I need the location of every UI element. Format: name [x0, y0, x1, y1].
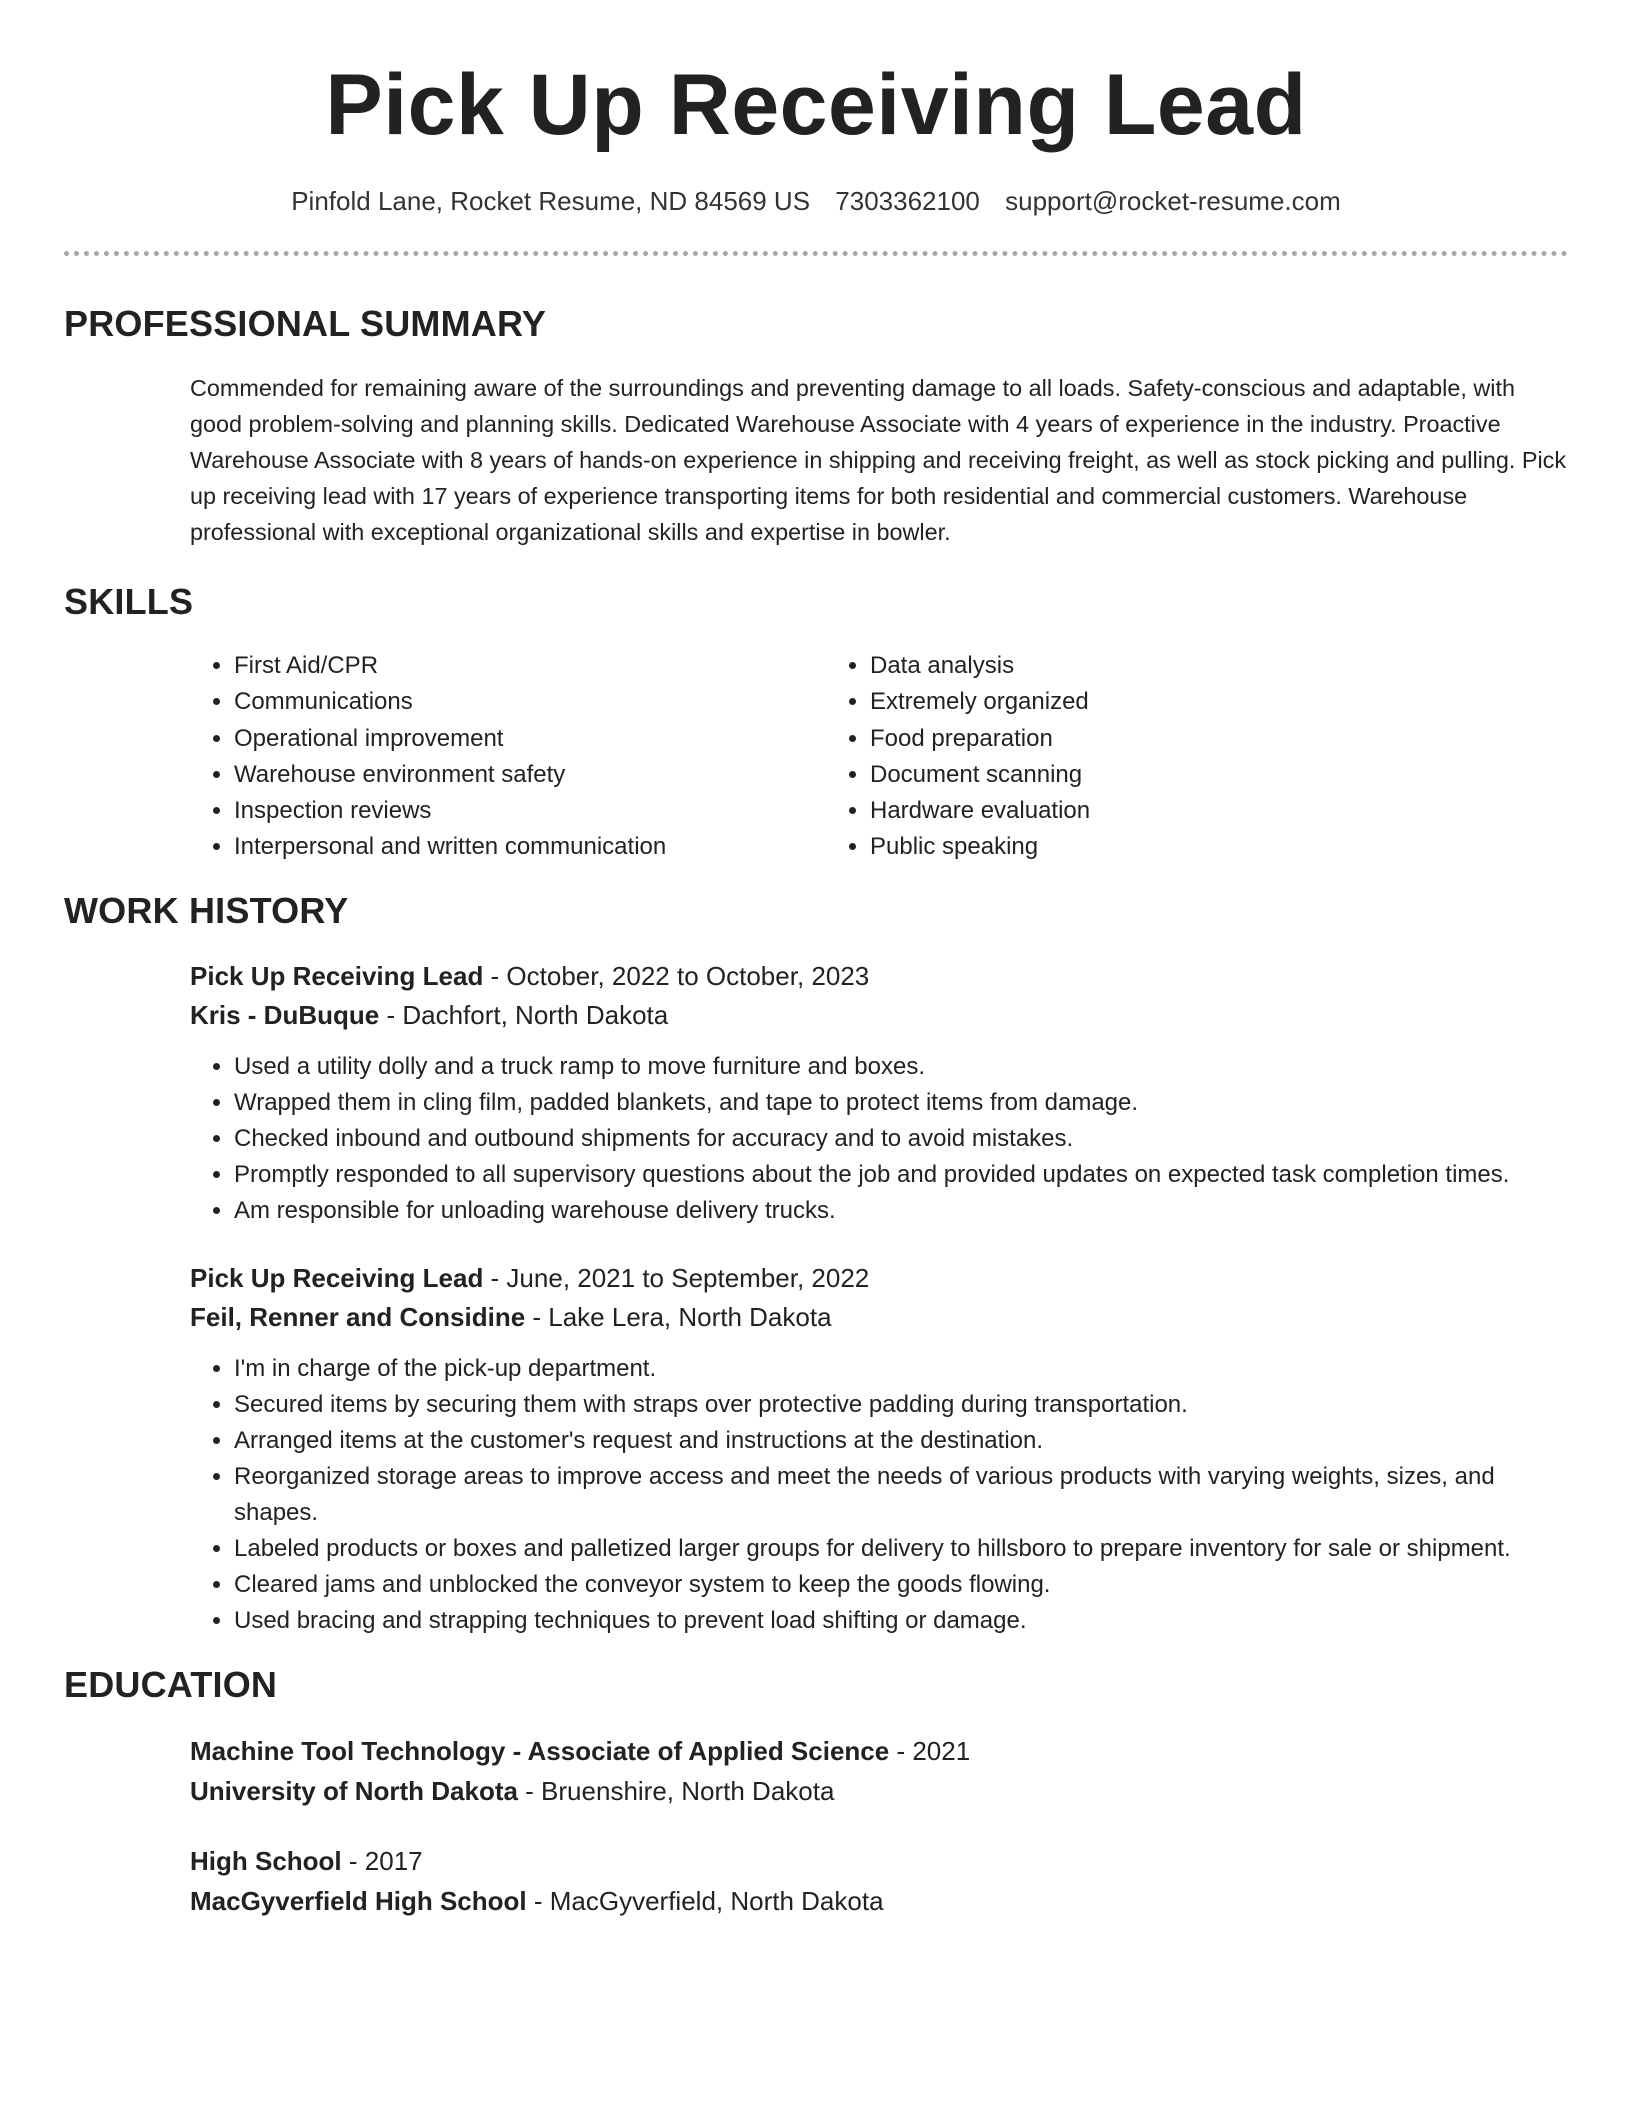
job-duty: • Cleared jams and unblocked the conveyor system to keep the goods flowing. [234, 1567, 1568, 1603]
job-company-line [190, 996, 1568, 1035]
skills-column-left [190, 648, 826, 865]
skill-item: • Document scanning [870, 757, 1090, 793]
skill-item: • Hardware evaluation [870, 793, 1090, 829]
job-title-line [190, 957, 1568, 996]
resume-name: Pick Up Receiving Lead [325, 57, 1307, 153]
education-entry [190, 1731, 1568, 1811]
education-year: - 2021 [889, 1736, 971, 1767]
education-degree-line [190, 1731, 1568, 1771]
education-year: - 2017 [341, 1846, 423, 1877]
job-location: - Lake Lera, North Dakota [525, 1302, 832, 1333]
education-location: - Bruenshire, North Dakota [517, 1776, 835, 1807]
skill-item: • Communications [234, 684, 826, 720]
job-duty: • Arranged items at the customer's request and instructions at the destination. [234, 1423, 1568, 1459]
job-duty: • Secured items by securing them with straps over protective padding during transportation. [234, 1387, 1568, 1423]
education-degree-line [190, 1841, 1568, 1881]
skill-item: • Interpersonal and written communication [234, 829, 826, 865]
job-company-line [190, 1298, 1568, 1337]
job-duties [190, 1351, 1568, 1639]
job-entry [190, 957, 1568, 1229]
job-company: Kris - DuBuque [190, 1000, 380, 1031]
contact-address: Pinfold Lane, Rocket Resume, ND 84569 US [291, 186, 811, 216]
header-divider [64, 251, 1568, 256]
skills-heading: SKILLS [64, 581, 194, 623]
education-degree: High School [190, 1846, 342, 1877]
contact-email: support@rocket-resume.com [1005, 186, 1341, 216]
education-school-line [190, 1771, 1568, 1811]
education-school: MacGyverfield High School [190, 1886, 527, 1917]
job-role: Pick Up Receiving Lead [190, 1263, 484, 1294]
job-dates: - October, 2022 to October, 2023 [483, 961, 870, 992]
contact-line [64, 186, 1568, 217]
skill-item: • Food preparation [870, 721, 1090, 757]
job-duty: • Reorganized storage areas to improve access and meet the needs of various products with varying weights, sizes, and shapes. [234, 1459, 1568, 1531]
job-duty: • Used bracing and strapping techniques to prevent load shifting or damage. [234, 1603, 1568, 1639]
job-duty: • Promptly responded to all supervisory questions about the job and provided updates on expected task completion times. [234, 1157, 1568, 1193]
contact-phone: 7303362100 [835, 186, 980, 216]
skill-item: • Public speaking [870, 829, 1090, 865]
skill-item: • Extremely organized [870, 684, 1090, 720]
job-duty: • Labeled products or boxes and palletized larger groups for delivery to hillsboro to prepare inventory for sale or shipment. [234, 1531, 1568, 1567]
job-location: - Dachfort, North Dakota [379, 1000, 669, 1031]
job-title-line [190, 1259, 1568, 1298]
job-duty: • Wrapped them in cling film, padded blankets, and tape to protect items from damage. [234, 1085, 1568, 1121]
education-location: - MacGyverfield, North Dakota [526, 1886, 884, 1917]
skill-item: • Inspection reviews [234, 793, 826, 829]
education-school: University of North Dakota [190, 1776, 518, 1807]
job-duty: • Used a utility dolly and a truck ramp to move furniture and boxes. [234, 1049, 1568, 1085]
job-company: Feil, Renner and Considine [190, 1302, 526, 1333]
job-duty: • Am responsible for unloading warehouse delivery trucks. [234, 1193, 1568, 1229]
job-duty: • I'm in charge of the pick-up department. [234, 1351, 1568, 1387]
skills-column-right [826, 648, 1090, 865]
skill-item: • Data analysis [870, 648, 1090, 684]
job-duty: • Checked inbound and outbound shipments for accuracy and to avoid mistakes. [234, 1121, 1568, 1157]
summary-heading: PROFESSIONAL SUMMARY [64, 303, 547, 345]
skills-list [190, 648, 1568, 865]
job-role: Pick Up Receiving Lead [190, 961, 484, 992]
work-history-heading: WORK HISTORY [64, 890, 349, 932]
education-heading: EDUCATION [64, 1664, 278, 1706]
skill-item: • Warehouse environment safety [234, 757, 826, 793]
skill-item: • Operational improvement [234, 721, 826, 757]
education-school-line [190, 1881, 1568, 1921]
job-dates: - June, 2021 to September, 2022 [483, 1263, 870, 1294]
job-duties [190, 1049, 1568, 1229]
education-degree: Machine Tool Technology - Associate of Applied Science [190, 1736, 890, 1767]
job-entry [190, 1259, 1568, 1639]
education-entry [190, 1841, 1568, 1921]
summary-text: Commended for remaining aware of the surroundings and preventing damage to all loads. Safety-conscious and adaptable, with good problem-solving and planning skills. Dedicated Warehouse Associate with 4 years of experience in the industry. Proactive Warehouse Associate with 8 years of hands-on experience in shipping and receiving freight, as well as stock picking and pulling. Pick up receiving lead with 17 years of experience transporting items for both residential and commercial customers. Warehouse professional with exceptional organizational skills and expertise in bowler. [190, 375, 1567, 546]
skill-item: • First Aid/CPR [234, 648, 826, 684]
